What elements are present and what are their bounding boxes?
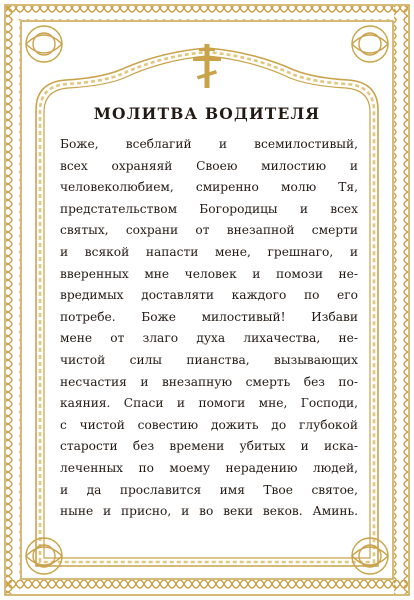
prayer-line: чистой силы пианства, вызывающих: [60, 352, 358, 367]
corner-ornament-tr: [352, 26, 388, 62]
prayer-line: каяния. Спаси и помоги мне, Господи,: [60, 396, 358, 411]
prayer-line: человеколюбием, смиренно молю Тя,: [60, 180, 358, 195]
prayer-line: несчастия и внезапную смерть без по-: [60, 374, 358, 389]
prayer-line: вредимых доставляти каждого по его: [60, 288, 358, 303]
prayer-line: всех охраняяй Своею милостию и: [60, 158, 358, 173]
prayer-title: МОЛИТВА ВОДИТЕЛЯ: [93, 104, 321, 123]
prayer-line: Боже, всеблагий и всемилостивый,: [60, 137, 358, 151]
prayer-text: [60, 134, 358, 523]
prayer-line: вверенных мне человек и помози не-: [60, 266, 358, 281]
prayer-line: с чистой совестию дожить до глубокой: [60, 417, 358, 432]
prayer-line: и да прославится имя Твое святое,: [60, 482, 358, 497]
prayer-line: предстательством Богородицы и всех: [60, 201, 358, 216]
prayer-line: потребе. Боже милостивый! Избави: [60, 309, 358, 324]
prayer-line: ныне и присно, и во веки веков. Аминь.: [60, 504, 358, 519]
prayer-line: и всякой напасти мене, грешнаго, и: [60, 244, 358, 259]
orthodox-cross-icon: [193, 44, 221, 88]
prayer-line: святых, сохрани от внезапной смерти: [60, 223, 358, 238]
prayer-line: леченных по моему нерадению людей,: [60, 460, 358, 475]
corner-ornament-tl: [26, 26, 62, 62]
prayer-line: мене от злаго духа лихачества, не-: [60, 331, 358, 346]
prayer-line: старости без времени убитых и иска-: [60, 439, 358, 454]
